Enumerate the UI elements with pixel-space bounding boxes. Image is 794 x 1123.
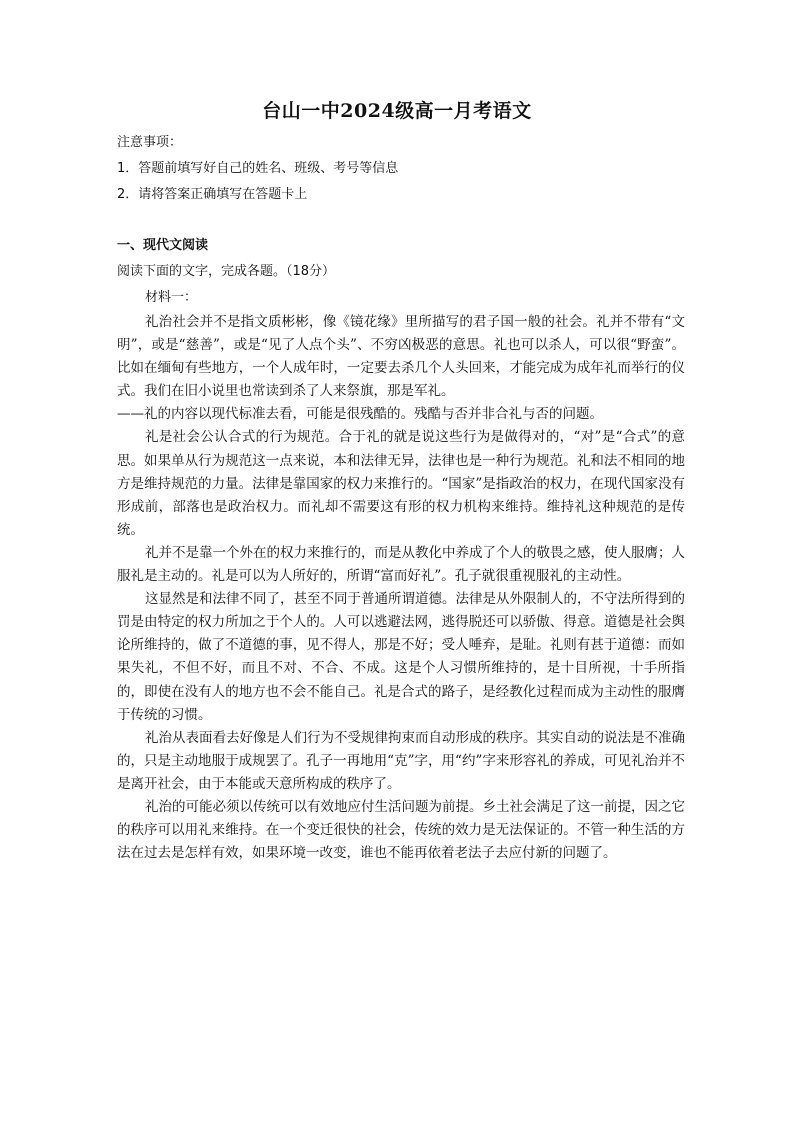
notes-heading: 注意事项： [117,135,183,150]
notes-item: 2．请将答案正确填写在答题卡上 [117,187,308,202]
passage-paragraph: 礼治社会并不是指文质彬彬，像《镜花缘》里所描写的君子国一般的社会。礼并不带有“文明”，或是“慈善”，或是“见了人点个头”、不穷凶极恶的意思。礼也可以杀人，可以很“野蛮”。比如在缅甸有些地方，一个人成年时，一定要去杀几个人头回来，才能完成为成年礼而举行的仪式。我们在旧小说里也常读到杀了人来祭旗，那是军礼。 [117,314,685,400]
notes-item: 1．答题前填写好自己的姓名、班级、考号等信息 [117,161,399,176]
passage-paragraph: 礼治从表面看去好像是人们行为不受规律拘束而自动形成的秩序。其实自动的说法是不准确的，只是主动地服于成规罢了。孔子一再地用“克”字，用“约”字来形容礼的养成，可见礼治并不是离开社会，由于本能或天意所构成的秩序了。 [117,729,685,792]
passage-paragraph: 礼并不是靠一个外在的权力来推行的，而是从教化中养成了个人的敬畏之感，使人服膺；人服礼是主动的。礼是可以为人所好的，所谓“富而好礼”。孔子就很重视服礼的主动性。 [117,544,685,585]
page-title: 台山一中2024级高一月考语文 [262,100,532,122]
section-header [117,233,687,311]
section-instruction: 阅读下面的文字，完成各题。（18分） [117,264,336,279]
material-label: 材料一： [145,290,198,305]
passage-paragraph: 礼是社会公认合式的行为规范。合于礼的就是说这些行为是做得对的，“对”是“合式”的意思。如果单从行为规范这一点来说，本和法律无异，法律也是一种行为规范。礼和法不相同的地方是维持规范的力量。法律是靠国家的权力来推行的。“国家”是指政治的权力，在现代国家没有形成前，部落也是政治权力。而礼却不需要这有形的权力机构来维持。维持礼这种规范的是传统。 [117,429,685,538]
passage-paragraph: ——礼的内容以现代标准去看，可能是很残酷的。残酷与否并非合礼与否的问题。 [117,406,603,423]
notes-block [117,130,677,208]
passage-paragraph: 礼治的可能必须以传统可以有效地应付生活问题为前提。乡土社会满足了这一前提，因之它的秩序可以用礼来维持。在一个变迁很快的社会，传统的效力是无法保证的。不管一种生活的方法在过去是怎样有效，如果环境一改变，谁也不能再依着老法子去应付新的问题了。 [117,798,685,862]
section-heading: 一、现代文阅读 [117,238,209,253]
reading-passage [117,311,685,865]
passage-paragraph: 这显然是和法律不同了，甚至不同于普通所谓道德。法律是从外限制人的，不守法所得到的罚是由特定的权力所加之于个人的。人可以逃避法网，逃得脱还可以骄傲、得意。道德是社会舆论所维持的，做了不道德的事，见不得人，那是不好；受人唾弃，是耻。礼则有甚于道德：而如果失礼，不但不好，而且不对、不合、不成。这是个人习惯所维持的，是十目所视，十手所指的，即使在没有人的地方也不会不能自己。礼是合式的路子，是经教化过程而成为主动性的服膺于传统的习惯。 [117,591,685,723]
